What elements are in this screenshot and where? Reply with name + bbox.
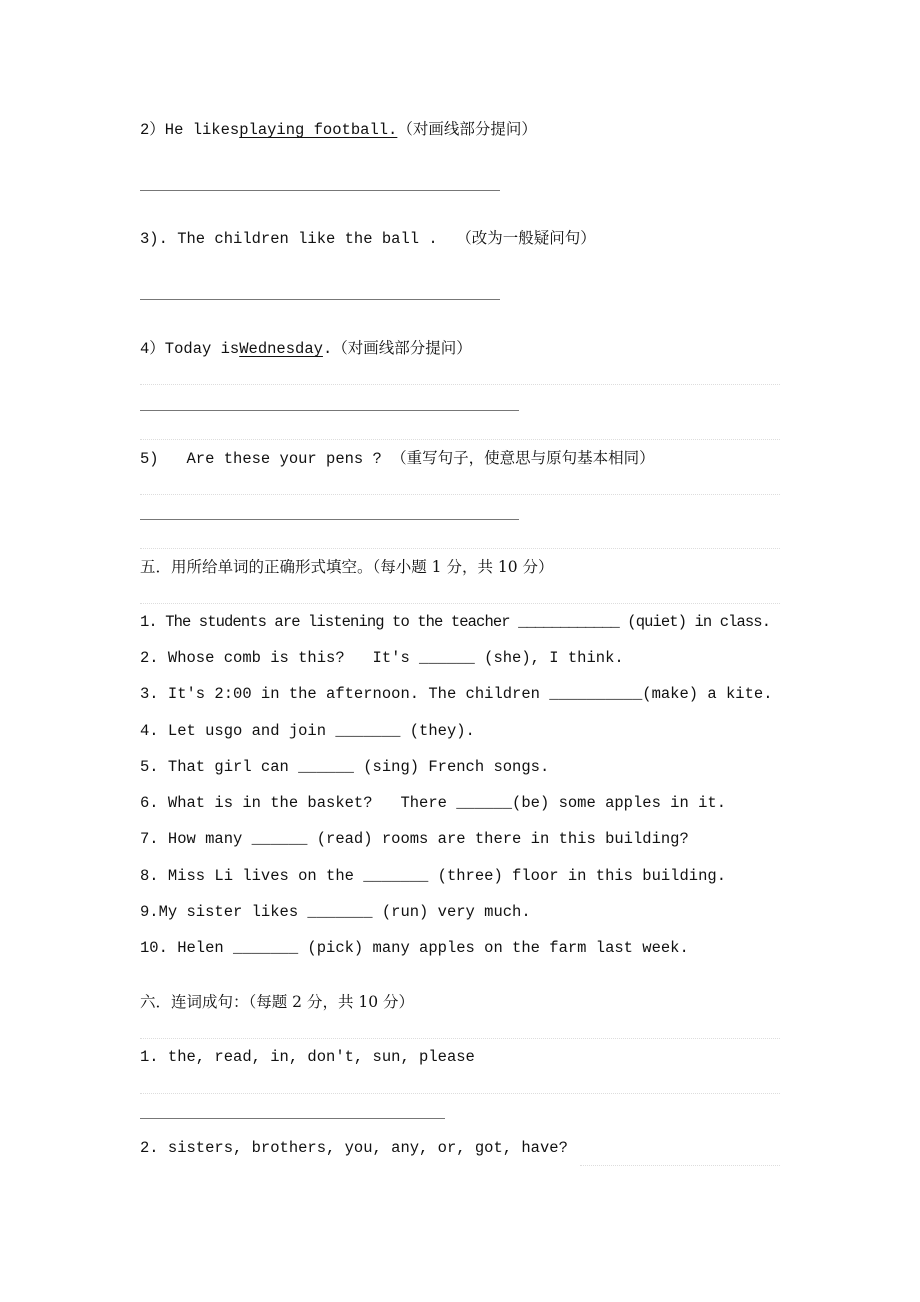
dotted-guide [140, 384, 780, 385]
answer-line [140, 299, 500, 300]
fill-item: 1. The students are listening to the teacher ____________ (quiet) in class. [140, 613, 771, 631]
word-order-item: 1. the, read, in, don't, sun, please [140, 1048, 475, 1066]
dotted-guide [140, 439, 780, 440]
answer-line [140, 1118, 445, 1119]
fill-item: 4. Let usgo and join _______ (they). [140, 722, 475, 740]
question-4 [140, 339, 472, 359]
q2-instruction: （对画线部分提问） [397, 121, 537, 139]
answer-line [140, 519, 519, 520]
dotted-guide [140, 603, 780, 604]
q2-text: 2）He likes [140, 121, 240, 139]
section-6-title: 六．连词成句：（每题 2 分，共 10 分） [140, 993, 415, 1011]
question-2 [140, 120, 537, 140]
fill-item: 8. Miss Li lives on the _______ (three) floor in this building. [140, 867, 726, 885]
q4-underlined: Wednesday [239, 340, 323, 358]
section-5-title: 五．用所给单词的正确形式填空。（每小题 1 分，共 10 分） [140, 558, 554, 576]
q2-underlined: playing football. [239, 121, 398, 139]
fill-item: 5. That girl can ______ (sing) French songs. [140, 758, 550, 776]
fill-item: 9.My sister likes _______ (run) very much. [140, 903, 531, 921]
word-order-item: 2. sisters, brothers, you, any, or, got, have? [140, 1139, 568, 1157]
q4-instruction: .（对画线部分提问） [322, 340, 472, 358]
question-3: 3). The children like the ball . （改为一般疑问句） [140, 230, 596, 248]
dotted-guide [140, 548, 780, 549]
answer-line [140, 190, 500, 191]
fill-item: 6. What is in the basket? There ______(be) some apples in it. [140, 794, 726, 812]
q4-text: 4）Today is [140, 340, 240, 358]
answer-line [140, 410, 519, 411]
fill-item: 10. Helen _______ (pick) many apples on the farm last week. [140, 939, 689, 957]
fill-item: 7. How many ______ (read) rooms are there in this building? [140, 830, 689, 848]
dotted-guide [140, 1038, 780, 1039]
dotted-guide [580, 1165, 780, 1166]
dotted-guide [140, 494, 780, 495]
fill-item: 2. Whose comb is this? It's ______ (she), I think. [140, 649, 624, 667]
fill-item: 3. It's 2:00 in the afternoon. The children __________(make) a kite. [140, 685, 773, 703]
question-5: 5) Are these your pens ? （重写句子，使意思与原句基本相同） [140, 450, 655, 468]
dotted-guide [140, 1093, 780, 1094]
